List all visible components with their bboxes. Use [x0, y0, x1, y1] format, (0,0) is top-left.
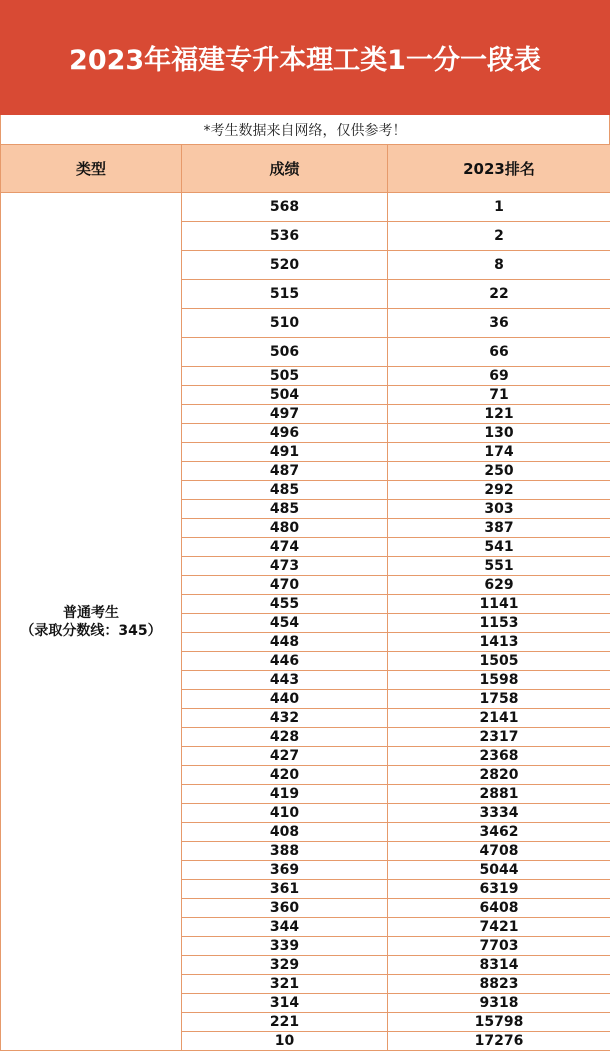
score-cell: 474: [182, 538, 388, 557]
rank-cell: 5044: [388, 861, 610, 880]
rank-cell: 1: [388, 193, 610, 222]
score-cell: 360: [182, 899, 388, 918]
score-cell: 221: [182, 1013, 388, 1032]
rank-cell: 387: [388, 519, 610, 538]
table-row: [1, 193, 610, 222]
score-cell: 446: [182, 652, 388, 671]
rank-cell: 292: [388, 481, 610, 500]
score-cell: 568: [182, 193, 388, 222]
header-score: 成绩: [182, 145, 388, 193]
rank-cell: 22: [388, 280, 610, 309]
rank-cell: 2368: [388, 747, 610, 766]
score-cell: 480: [182, 519, 388, 538]
rank-cell: 8: [388, 251, 610, 280]
score-cell: 388: [182, 842, 388, 861]
score-cell: 329: [182, 956, 388, 975]
score-cell: 485: [182, 481, 388, 500]
score-cell: 485: [182, 500, 388, 519]
page-title: 2023年福建专升本理工类1一分一段表: [0, 0, 610, 115]
score-cell: 520: [182, 251, 388, 280]
score-cell: 361: [182, 880, 388, 899]
score-cell: 369: [182, 861, 388, 880]
score-cell: 432: [182, 709, 388, 728]
rank-cell: 551: [388, 557, 610, 576]
score-cell: 448: [182, 633, 388, 652]
rank-cell: 8314: [388, 956, 610, 975]
category-cutoff: （录取分数线：345）: [20, 622, 162, 639]
score-cell: 505: [182, 367, 388, 386]
rank-cell: 9318: [388, 994, 610, 1013]
score-cell: 454: [182, 614, 388, 633]
rank-cell: 174: [388, 443, 610, 462]
score-cell: 440: [182, 690, 388, 709]
rank-cell: 36: [388, 309, 610, 338]
rank-cell: 130: [388, 424, 610, 443]
score-cell: 510: [182, 309, 388, 338]
header-type: 类型: [1, 145, 182, 193]
rank-cell: 2: [388, 222, 610, 251]
score-cell: 536: [182, 222, 388, 251]
score-cell: 419: [182, 785, 388, 804]
rank-cell: 2820: [388, 766, 610, 785]
score-cell: 408: [182, 823, 388, 842]
rank-cell: 1141: [388, 595, 610, 614]
rank-cell: 17276: [388, 1032, 610, 1051]
score-cell: 344: [182, 918, 388, 937]
score-cell: 473: [182, 557, 388, 576]
score-rank-table: [0, 144, 610, 1051]
rank-cell: 4708: [388, 842, 610, 861]
rank-cell: 6408: [388, 899, 610, 918]
score-cell: 10: [182, 1032, 388, 1051]
rank-cell: 7703: [388, 937, 610, 956]
rank-cell: 1598: [388, 671, 610, 690]
rank-cell: 71: [388, 386, 610, 405]
rank-cell: 541: [388, 538, 610, 557]
rank-cell: 629: [388, 576, 610, 595]
score-cell: 420: [182, 766, 388, 785]
score-cell: 455: [182, 595, 388, 614]
score-cell: 470: [182, 576, 388, 595]
rank-cell: 8823: [388, 975, 610, 994]
score-cell: 487: [182, 462, 388, 481]
rank-cell: 69: [388, 367, 610, 386]
score-cell: 410: [182, 804, 388, 823]
score-cell: 314: [182, 994, 388, 1013]
rank-cell: 3462: [388, 823, 610, 842]
disclaimer-note: *考生数据来自网络，仅供参考！: [0, 115, 610, 144]
score-cell: 506: [182, 338, 388, 367]
rank-cell: 2317: [388, 728, 610, 747]
score-cell: 427: [182, 747, 388, 766]
score-cell: 443: [182, 671, 388, 690]
category-cell: [1, 193, 182, 1051]
score-cell: 515: [182, 280, 388, 309]
rank-cell: 1505: [388, 652, 610, 671]
rank-cell: 1413: [388, 633, 610, 652]
rank-cell: 1153: [388, 614, 610, 633]
rank-cell: 121: [388, 405, 610, 424]
category-name: 普通考生: [63, 604, 119, 621]
score-cell: 339: [182, 937, 388, 956]
rank-cell: 2881: [388, 785, 610, 804]
score-cell: 321: [182, 975, 388, 994]
rank-cell: 3334: [388, 804, 610, 823]
rank-cell: 66: [388, 338, 610, 367]
score-cell: 496: [182, 424, 388, 443]
score-cell: 428: [182, 728, 388, 747]
rank-cell: 15798: [388, 1013, 610, 1032]
table-body: [1, 193, 610, 1051]
table-header-row: [1, 145, 610, 193]
rank-cell: 250: [388, 462, 610, 481]
rank-cell: 7421: [388, 918, 610, 937]
score-cell: 491: [182, 443, 388, 462]
rank-cell: 6319: [388, 880, 610, 899]
rank-cell: 303: [388, 500, 610, 519]
score-cell: 504: [182, 386, 388, 405]
rank-cell: 2141: [388, 709, 610, 728]
score-cell: 497: [182, 405, 388, 424]
rank-cell: 1758: [388, 690, 610, 709]
header-rank: 2023排名: [388, 145, 610, 193]
